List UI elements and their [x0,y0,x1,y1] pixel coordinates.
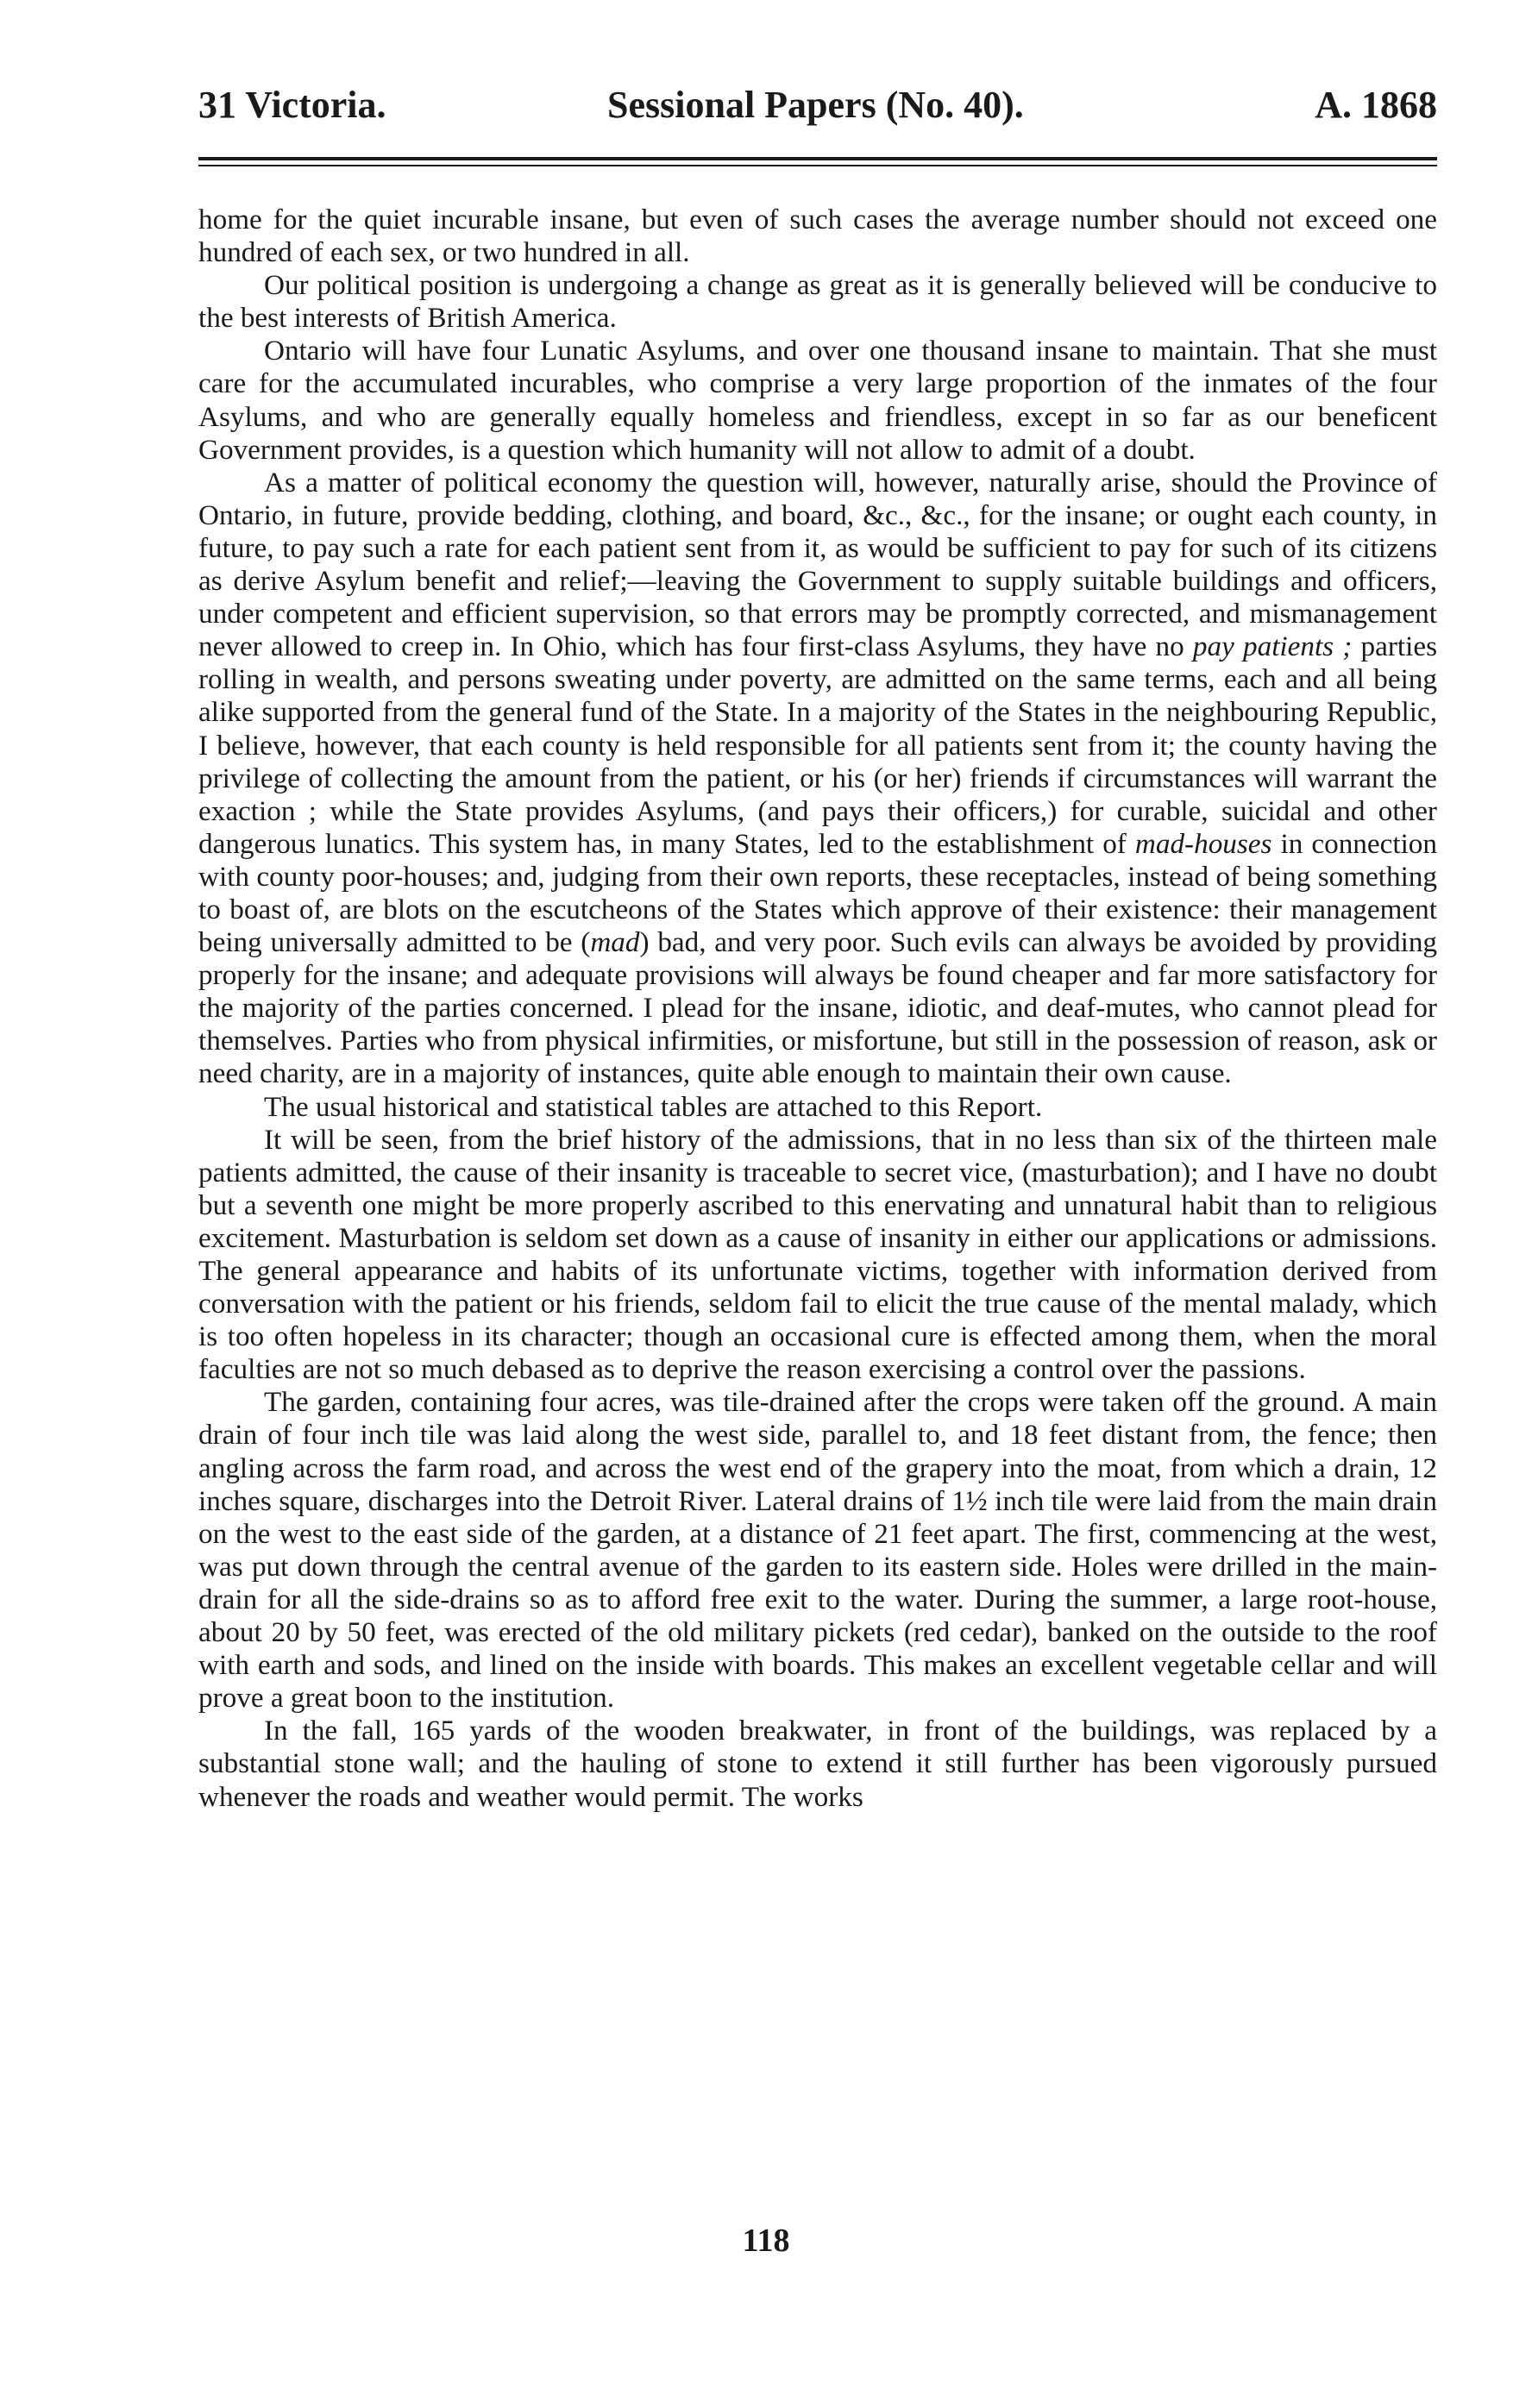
header-rule-thick [198,157,1437,160]
paragraph [198,1715,1437,1813]
page-number: 118 [742,2223,790,2259]
paragraph-text: It will be seen, from the brief history of the admissions, that in no less than six of the thirteen male patients admitted, the cause of their insanity is traceable to secret vice, (masturbation); and I have no doubt but a seventh one might be more properly ascribed to this enervating and unnatural habit than to religious excitement. Masturbation is seldom set down as a cause of insanity in either our applications or admissions. The general appearance and habits of its unfortunate victims, together with information derived from conversation with the patient or his friends, seldom fail to elicit the true cause of the mental malady, which is too often hopeless in its character; though an occasional cure is effected among them, when the moral faculties are not so much debased as to deprive the reason exercising a control over the passions. [198,1123,1437,1386]
paragraph [198,269,1437,335]
italic-phrase: mad [590,926,640,959]
paragraph [198,1386,1437,1715]
paragraph [198,204,1437,269]
paragraph [198,1091,1437,1124]
paragraph-text: parties rolling in wealth, and persons sweating under poverty, are admitted on the same terms, each and all being alike supported from the general fund of the State. In a majority of the States in the neighbouring Republic, I believe, however, that each county is held responsible for all patients sent from it; the county having the privilege of collecting the amount from the patient, or his (or her) friends if circumstances will warrant the exaction ; while the State provides Asylums, (and pays their officers,) for curable, suicidal and other dangerous lunatics. This system has, in many States, led to the establishment of [198,630,1438,860]
paragraph-text: in connection with county poor-houses; and, judging from their own reports, these receptacles, instead of being something to boast of, are blots on the escutcheons of the States which approve of their existence: their management being universally admitted to be ( [198,827,1437,959]
paragraph [198,1124,1437,1387]
italic-phrase: pay patients ; [1192,630,1353,663]
paragraph-text: The usual historical and statistical tables are attached to this Report. [264,1090,1043,1123]
header-rule-thin [198,165,1437,166]
paragraph-text: Our political position is undergoing a change as great as it is generally believed will be conducive to the best interests of British America. [198,269,1437,335]
paragraph-text: In the fall, 165 yards of the wooden breakwater, in front of the buildings, was replaced by a substantial stone wall; and the hauling of stone to extend it still further has been vigorously pursued whenever the roads and weather would permit. The works [198,1715,1437,1813]
body-text [198,204,1437,1814]
paragraph-text: The garden, containing four acres, was tile-drained after the crops were taken off the ground. A main drain of four inch tile was laid along the west side, parallel to, and 18 feet distant from, the fence; then angling across the farm road, and across the west end of the grapery into the moat, from which a drain, 12 inches square, discharges into the Detroit River. Lateral drains of 1½ inch tile were laid from the main drain on the west to the east side of the garden, at a distance of 21 feet apart. The first, commencing at the west, was put down through the central avenue of the garden to its eastern side. Holes were drilled in the main-drain for all the side-drains so as to afford free exit to the water. During the summer, a large root-house, about 20 by 50 feet, was erected of the old military pickets (red cedar), banked on the outside to the roof with earth and sods, and lined on the inside with boards. This makes an excellent vegetable cellar and will prove a great boon to the institution. [198,1386,1437,1715]
header-title: Sessional Papers (No. 40). [607,84,1024,126]
paragraph [198,335,1437,466]
italic-phrase: mad-houses [1134,827,1272,860]
paragraph-text: As a matter of political economy the question will, however, naturally arise, should the Province of Ontario, in future, provide bedding, clothing, and board, &c., &c., for the insane; or ought each county, in future, to pay such a rate for each patient sent from it, as would be sufficient to pay for such of its citizens as derive Asylum benefit and relief;—leaving the Government to supply suitable buildings and officers, under competent and efficient supervision, so that errors may be promptly corrected, and mismanagement never allowed to creep in. In Ohio, which has four first-class Asylums, they have no [198,466,1437,663]
header-volume: 31 Victoria. [198,84,386,126]
paragraph-text: Ontario will have four Lunatic Asylums, and over one thousand insane to maintain. That she must care for the accumulated incurables, who comprise a very large proportion of the inmates of the four Asylums, and who are generally equally homeless and friendless, except in so far as our beneficent Government provides, is a question which humanity will not allow to admit of a doubt. [198,335,1437,466]
paragraph [198,467,1437,1091]
running-header [198,79,1437,131]
paragraph-text: ) bad, and very poor. Such evils can always be avoided by providing properly for the insane; and adequate provisions will always be found cheaper and far more satisfactory for the majority of the parties concerned. I plead for the insane, idiotic, and deaf-mutes, who cannot plead for themselves. Parties who from physical infirmities, or misfortune, but still in the possession of reason, ask or need charity, are in a majority of instances, quite able enough to maintain their own cause. [198,926,1438,1090]
header-year: A. 1868 [1315,84,1437,126]
paragraph-text: home for the quiet incurable insane, but even of such cases the average number should not exceed one hundred of each sex, or two hundred in all. [198,204,1437,269]
